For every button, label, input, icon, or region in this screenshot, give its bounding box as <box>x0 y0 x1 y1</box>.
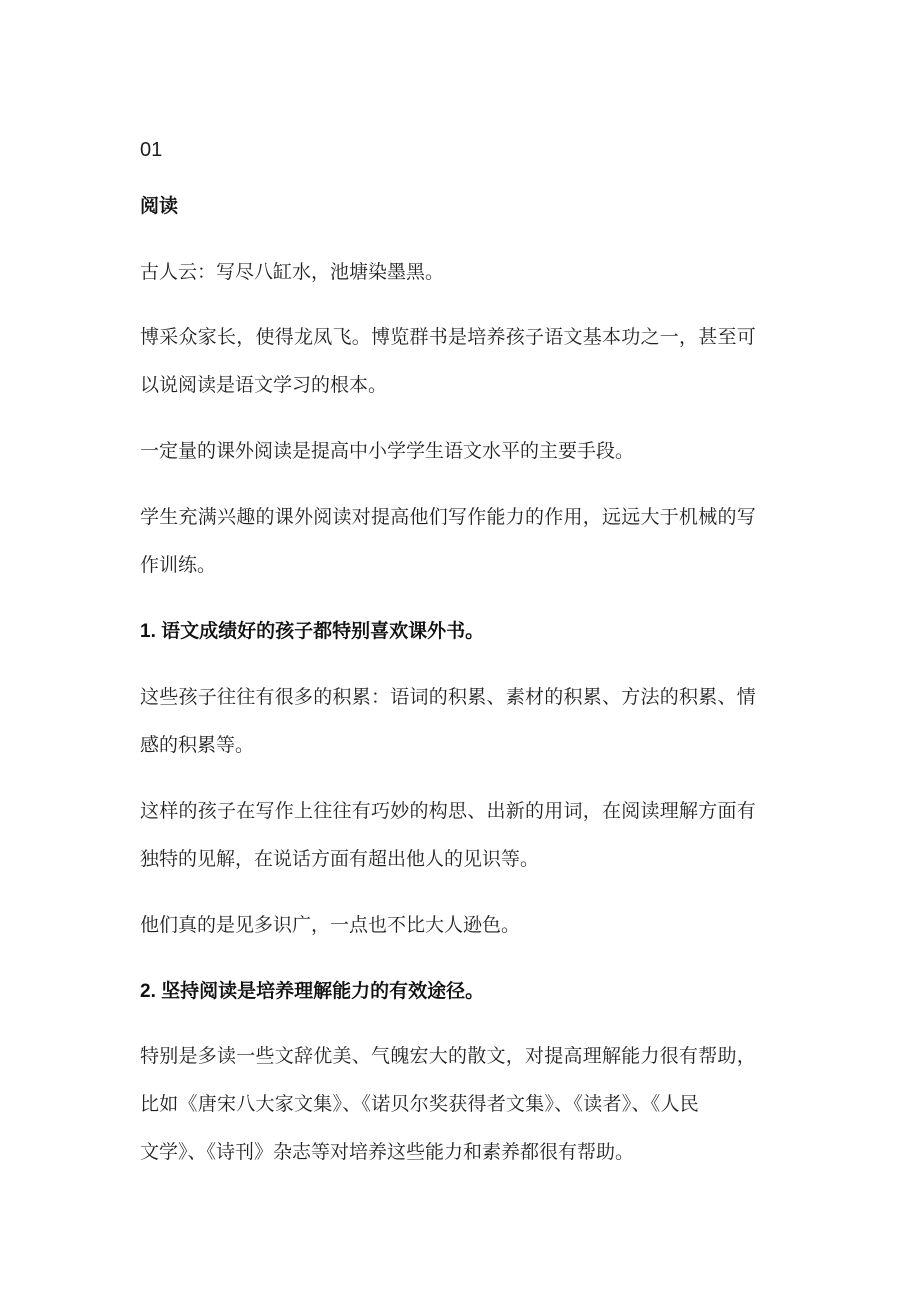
paragraph-line: 他们真的是见多识广，一点也不比大人逊色。 <box>140 914 521 936</box>
paragraph-line: 一定量的课外阅读是提高中小学学生语文水平的主要手段。 <box>140 440 635 462</box>
paragraph-line: 以说阅读是语文学习的根本。 <box>140 374 388 396</box>
section-number: 01 <box>140 139 163 161</box>
paragraph-line: 感的积累等。 <box>140 734 255 756</box>
point-1-heading: 1. 语文成绩好的孩子都特别喜欢课外书。 <box>140 621 485 642</box>
paragraph-line: 比如《唐宋八大家文集》、《诺贝尔奖获得者文集》、《读者》、《人民 <box>140 1093 700 1115</box>
paragraph-line: 学生充满兴趣的课外阅读对提高他们写作能力的作用，远远大于机械的写 <box>140 506 757 528</box>
intro-quote: 古人云：写尽八缸水，池塘染墨黑。 <box>140 261 445 283</box>
paragraph-line: 文学》、《诗刊》杂志等对培养这些能力和素养都很有帮助。 <box>140 1141 635 1163</box>
paragraph-line: 独特的见解，在说话方面有超出他人的见识等。 <box>140 848 540 870</box>
point-2-heading: 2. 坚持阅读是培养理解能力的有效途径。 <box>140 981 485 1002</box>
paragraph-line: 特别是多读一些文辞优美、气魄宏大的散文，对提高理解能力很有帮助， <box>140 1045 757 1067</box>
paragraph-line: 博采众家长，使得龙凤飞。博览群书是培养孩子语文基本功之一，甚至可 <box>140 326 757 348</box>
section-title: 阅读 <box>140 196 179 217</box>
paragraph-line: 这样的孩子在写作上往往有巧妙的构思、出新的用词，在阅读理解方面有 <box>140 800 757 822</box>
paragraph-line: 这些孩子往往有很多的积累：语词的积累、素材的积累、方法的积累、情 <box>140 686 757 708</box>
paragraph-line: 作训练。 <box>140 554 217 576</box>
